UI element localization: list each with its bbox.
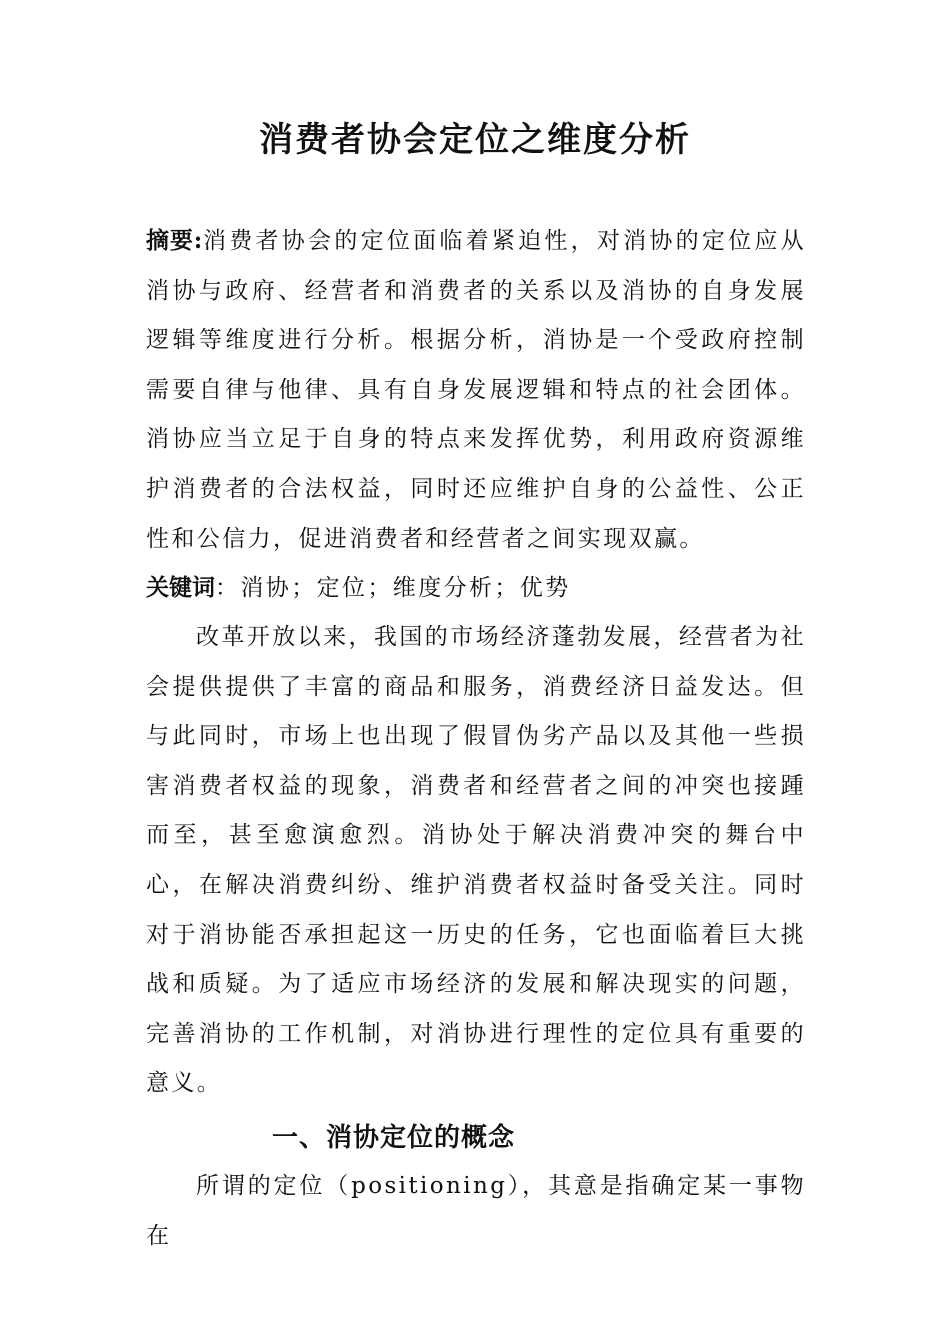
keywords-text: ：消协；定位；维度分析；优势 [215,575,571,601]
abstract-text: 消费者协会的定位面临着紧迫性，对消协的定位应从消协与政府、经营者和消费者的关系以及消协的自身发展逻辑等维度进行分析。根据分析，消协是一个受政府控制需要自律与他律、具有自身发展逻辑和特点的社会团体。消协应当立足于自身的特点来发挥优势，利用政府资源维护消费者的合法权益，同时还应维护自身的公益性、公正性和公信力，促进消费者和经营者之间实现双赢。 [146,228,806,552]
abstract-label: 摘要: [146,227,203,254]
keywords-label: 关键词 [146,574,215,601]
section-heading-1: 一、消协定位的概念 [272,1123,516,1153]
page-title: 消费者协会定位之维度分析 [259,120,691,160]
abstract-paragraph [146,216,806,564]
section-1-paragraph: 所谓的定位（positioning），其意是指确定某一事物在 [146,1173,806,1249]
intro-paragraph: 改革开放以来，我国的市场经济蓬勃发展，经营者为社会提供提供了丰富的商品和服务，消费经济日益发达。但与此同时，市场上也出现了假冒伪劣产品以及其他一些损害消费者权益的现象，消费者和经营者之间的冲突也接踵而至，甚至愈演愈烈。消协处于解决消费冲突的舞台中心，在解决消费纠纷、维护消费者权益时备受关注。同时对于消协能否承担起这一历史的任务，它也面临着巨大挑战和质疑。为了适应市场经济的发展和解决现实的问题，完善消协的工作机制，对消协进行理性的定位具有重要的意义。 [146,624,806,1097]
keywords-line [146,563,806,614]
